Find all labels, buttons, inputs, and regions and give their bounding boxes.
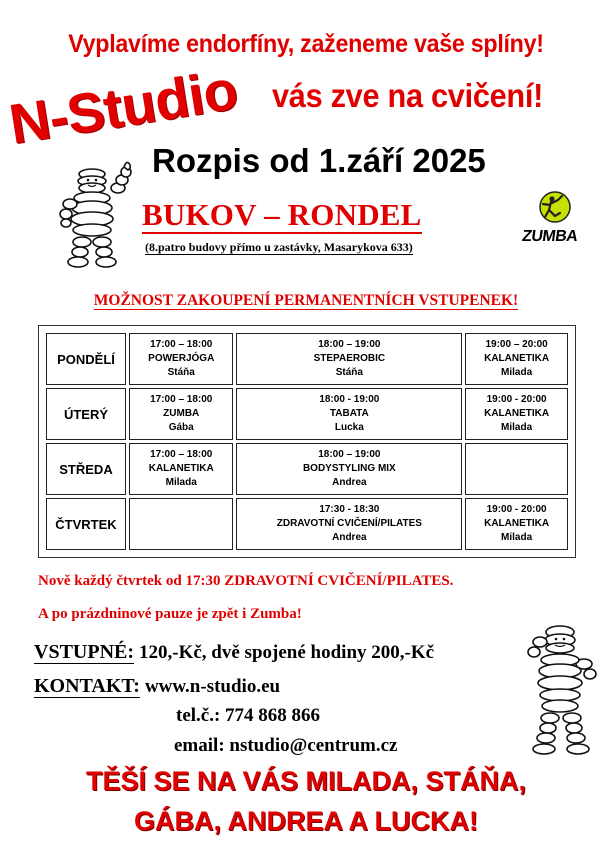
slot-instructor: Milada — [501, 422, 533, 433]
fee-value: 120,-Kč, dvě spojené hodiny 200,-Kč — [139, 642, 435, 663]
class-slot — [236, 388, 462, 440]
slot-instructor: Milada — [165, 477, 197, 488]
slot-class: STEPAEROBIC — [313, 353, 386, 364]
slot-time: 18:00 – 19:00 — [318, 449, 381, 460]
day-cell: STŘEDA — [46, 443, 126, 495]
timetable-row — [46, 388, 568, 440]
phone-line — [176, 704, 320, 727]
slot-time: 18:00 – 19:00 — [318, 339, 381, 350]
class-slot — [236, 333, 462, 385]
fee-label: VSTUPNÉ: — [34, 641, 135, 663]
permanent-ticket-text: MOŽNOST ZAKOUPENÍ PERMANENTNÍCH VSTUPENEK! — [93, 292, 519, 309]
timetable-row — [46, 443, 568, 495]
website-link[interactable]: www.n-studio.eu — [144, 676, 281, 697]
slot-class: KALANETIKA — [484, 518, 550, 529]
slot-class: ZDRAVOTNÍ CVIČENÍ/PILATES — [276, 518, 422, 529]
timetable-row — [46, 498, 568, 550]
slot-class: TABATA — [329, 408, 369, 419]
slot-instructor: Lucka — [334, 422, 364, 433]
note-pilates: Nově každý čtvrtek od 17:30 ZDRAVOTNÍ CVIČENÍ/PILATES. — [38, 573, 454, 589]
slot-class: KALANETIKA — [484, 408, 550, 419]
class-slot — [129, 443, 233, 495]
contact-line — [34, 675, 280, 698]
slot-time: 19:00 – 20:00 — [485, 339, 548, 350]
class-slot — [465, 498, 568, 550]
email-line — [174, 734, 397, 757]
permanent-ticket-notice — [0, 292, 612, 310]
slot-instructor: Andrea — [332, 477, 367, 488]
location-address: (8.patro budovy přímo u zastávky, Masarykova 633) — [145, 240, 413, 254]
day-cell: PONDĚLÍ — [46, 333, 126, 385]
closing-line-1: TĚŠÍ SE NA VÁS MILADA, STÁŇA, — [85, 766, 527, 796]
schedule-date: Rozpis od 1.září 2025 — [152, 142, 486, 179]
class-slot — [129, 333, 233, 385]
note-zumba: A po prázdninové pauze je zpět i Zumba! — [38, 606, 302, 622]
timetable — [38, 325, 576, 558]
slot-time: 17:30 - 18:30 — [319, 504, 380, 515]
fee-line — [34, 641, 434, 664]
slot-instructor: Stáňa — [167, 367, 195, 378]
phone-number: tel.č.: 774 868 866 — [176, 705, 321, 726]
brand-title: N-Studio — [5, 57, 242, 156]
slot-instructor: Andrea — [332, 532, 367, 543]
slot-instructor: Milada — [501, 532, 533, 543]
contact-label: KONTAKT: — [34, 675, 140, 697]
day-cell: ČTVRTEK — [46, 498, 126, 550]
email-address[interactable]: email: nstudio@centrum.cz — [174, 735, 398, 756]
slogan: Vyplavíme endorfíny, zaženeme vaše splíny! — [68, 30, 544, 58]
class-slot — [236, 498, 462, 550]
location-name: BUKOV – RONDEL — [142, 197, 422, 232]
slot-instructor: Stáňa — [335, 367, 363, 378]
class-slot — [465, 443, 568, 495]
class-slot — [465, 388, 568, 440]
slot-time: 18:00 - 19:00 — [319, 394, 380, 405]
slot-class: KALANETIKA — [484, 353, 550, 364]
class-slot — [236, 443, 462, 495]
slot-class: KALANETIKA — [148, 463, 214, 474]
slot-class: ZUMBA — [163, 408, 200, 419]
slot-class: POWERJÓGA — [148, 353, 215, 364]
zumba-dancer-icon — [538, 190, 572, 224]
slot-instructor: Gába — [168, 422, 194, 433]
closing-line-2: GÁBA, ANDREA A LUCKA! — [134, 806, 478, 836]
thumbs-up-mascot-icon — [58, 158, 136, 276]
slot-time: 17:00 – 18:00 — [150, 449, 213, 460]
slot-class: BODYSTYLING MIX — [302, 463, 396, 474]
timetable-row — [46, 333, 568, 385]
invite-text: vás zve na cvičení! — [272, 77, 544, 114]
slot-instructor: Milada — [501, 367, 533, 378]
slot-time: 17:00 – 18:00 — [150, 394, 213, 405]
zumba-label: ZUMBA — [520, 228, 579, 245]
class-slot — [129, 498, 233, 550]
class-slot — [465, 333, 568, 385]
zumba-logo — [520, 190, 590, 250]
slot-time: 19:00 - 20:00 — [486, 394, 547, 405]
day-cell: ÚTERÝ — [46, 388, 126, 440]
class-slot — [129, 388, 233, 440]
timetable-grid — [43, 330, 571, 553]
slot-time: 17:00 – 18:00 — [150, 339, 213, 350]
waving-mascot-icon — [520, 620, 600, 760]
slot-time: 19:00 - 20:00 — [486, 504, 547, 515]
